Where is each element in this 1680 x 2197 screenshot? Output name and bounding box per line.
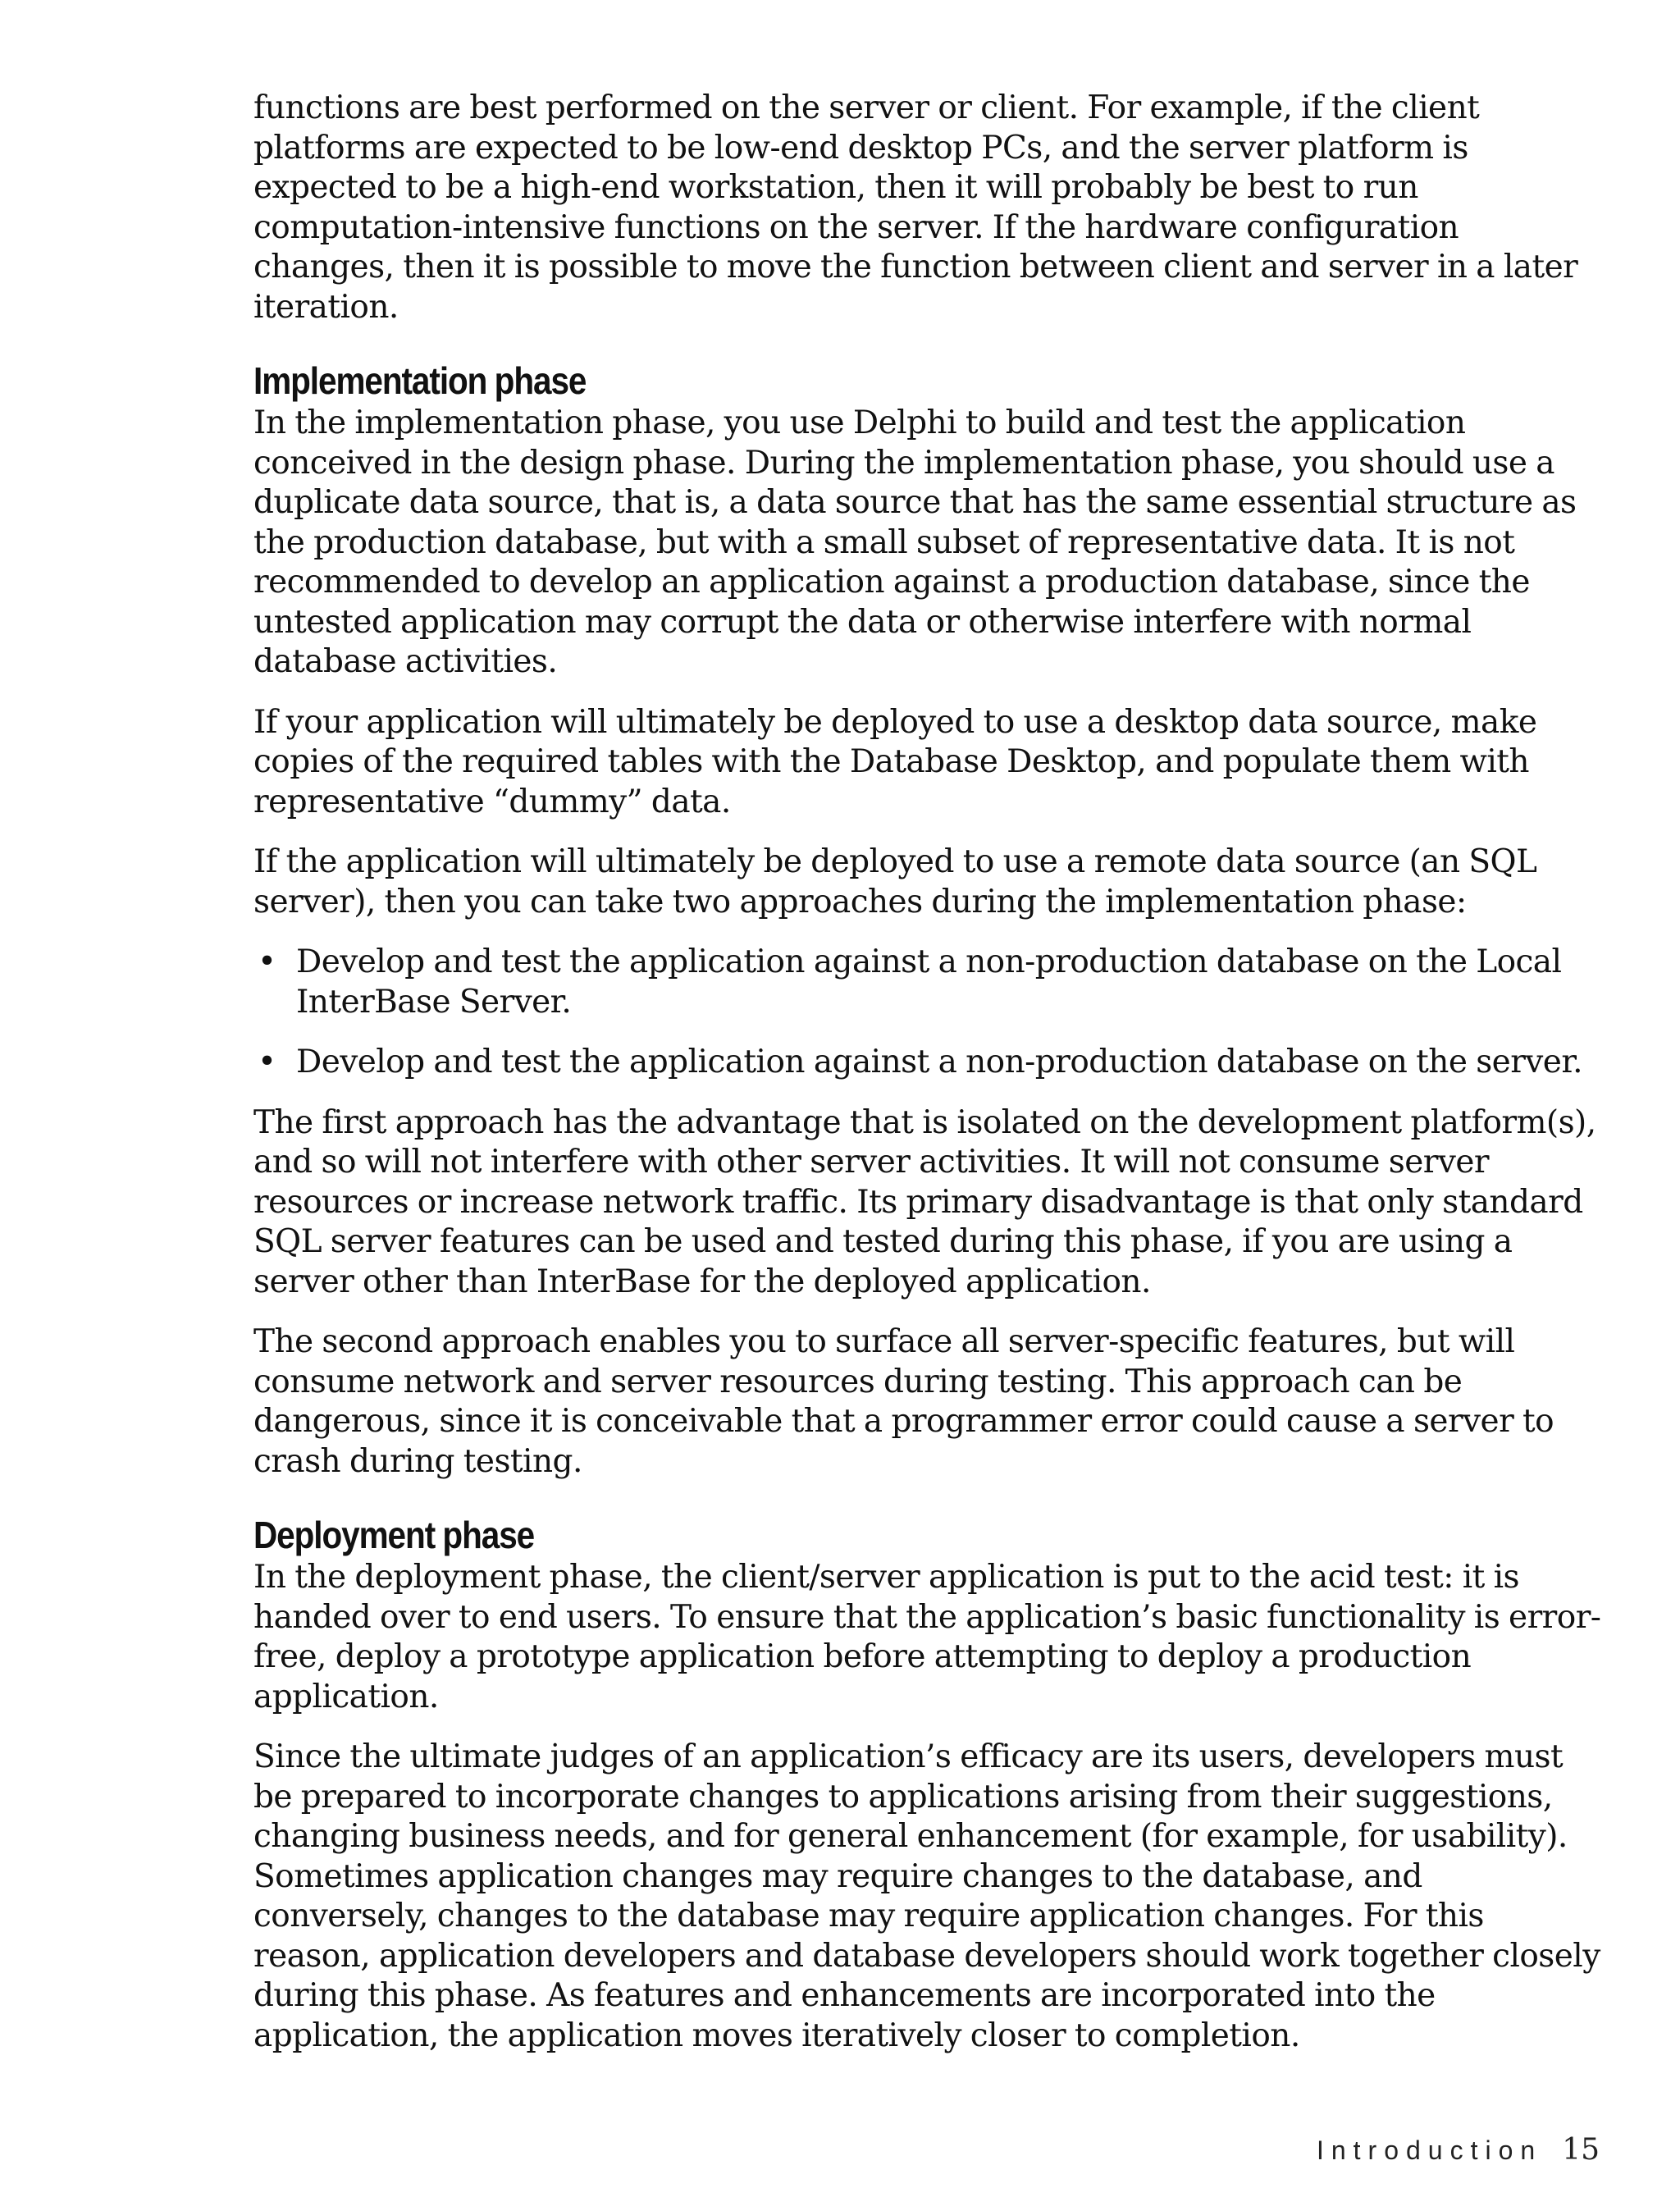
page-number: 15 [1562, 2133, 1600, 2167]
implementation-paragraph-3: If the application will ultimately be deployed to use a remote data source (an SQL server), then you can take two approaches during the implementation phase: [253, 843, 1537, 920]
deployment-paragraph-1: In the deployment phase, the client/server application is put to the acid test: it is handed over to end users. To ensure that the application’s basic functionality is error-free, deploy a prototype application before attempting to deploy a production application. [253, 1559, 1601, 1715]
implementation-paragraph-1: In the implementation phase, you use Delphi to build and test the application conceived in the design phase. During the implementation phase, you should use a duplicate data source, that is, a data source that has the same essential structure as the production database, but with a small subset of representative data. It is not recommended to develop an application against a production database, since the untested application may corrupt the data or otherwise interfere with normal database activities. [253, 404, 1577, 680]
list-item [253, 1043, 1605, 1083]
implementation-paragraph-5: The second approach enables you to surface all server-specific features, but will consume network and server resources during testing. This approach can be dangerous, since it is conceivable that a programmer error could cause a server to crash during testing. [253, 1323, 1554, 1480]
footer-section-title: Introduction [1316, 2135, 1543, 2165]
page-footer [1280, 2134, 1600, 2167]
list-item [253, 943, 1605, 1022]
intro-paragraph: functions are best performed on the server or client. For example, if the client platforms are expected to be low-end desktop PCs, and the server platform is expected to be a high-end workstation, then it will probably be best to run computation-intensive functions on the server. If the hardware configuration changes, then it is possible to move the function between client and server in a later iteration. [253, 89, 1578, 326]
bullet-icon: • [258, 1044, 276, 1080]
list-item-text: Develop and test the application against a non-production database on the server. [296, 1044, 1582, 1080]
bullet-icon: • [258, 943, 276, 980]
approach-list [253, 943, 1605, 1083]
list-item-text: Develop and test the application against a non-production database on the Local InterBase Server. [296, 943, 1562, 1021]
implementation-paragraph-2: If your application will ultimately be deployed to use a desktop data source, make copies of the required tables with the Database Desktop, and populate them with representative “dummy” data. [253, 703, 1537, 820]
document-page [253, 89, 1605, 2076]
implementation-paragraph-4: The first approach has the advantage that is isolated on the development platform(s), and so will not interfere with other server activities. It will not consume server resources or increase network traffic. Its primary disadvantage is that only standard SQL server features can be used and tested during this phase, if you are using a server other than InterBase for the deployed application. [253, 1103, 1596, 1300]
implementation-heading: Implementation phase [253, 359, 587, 402]
deployment-heading: Deployment phase [253, 1514, 535, 1556]
deployment-paragraph-2: Since the ultimate judges of an application’s efficacy are its users, developers must be prepared to incorporate changes to applications arising from their suggestions, changing business needs, and for general enhancement (for example, for usability). Sometimes application changes may require changes to the database, and conversely, changes to the database may require application changes. For this reason, application developers and database developers should work together closely during this phase. As features and enhancements are incorporated into the application, the application moves iteratively closer to completion. [253, 1738, 1600, 2054]
